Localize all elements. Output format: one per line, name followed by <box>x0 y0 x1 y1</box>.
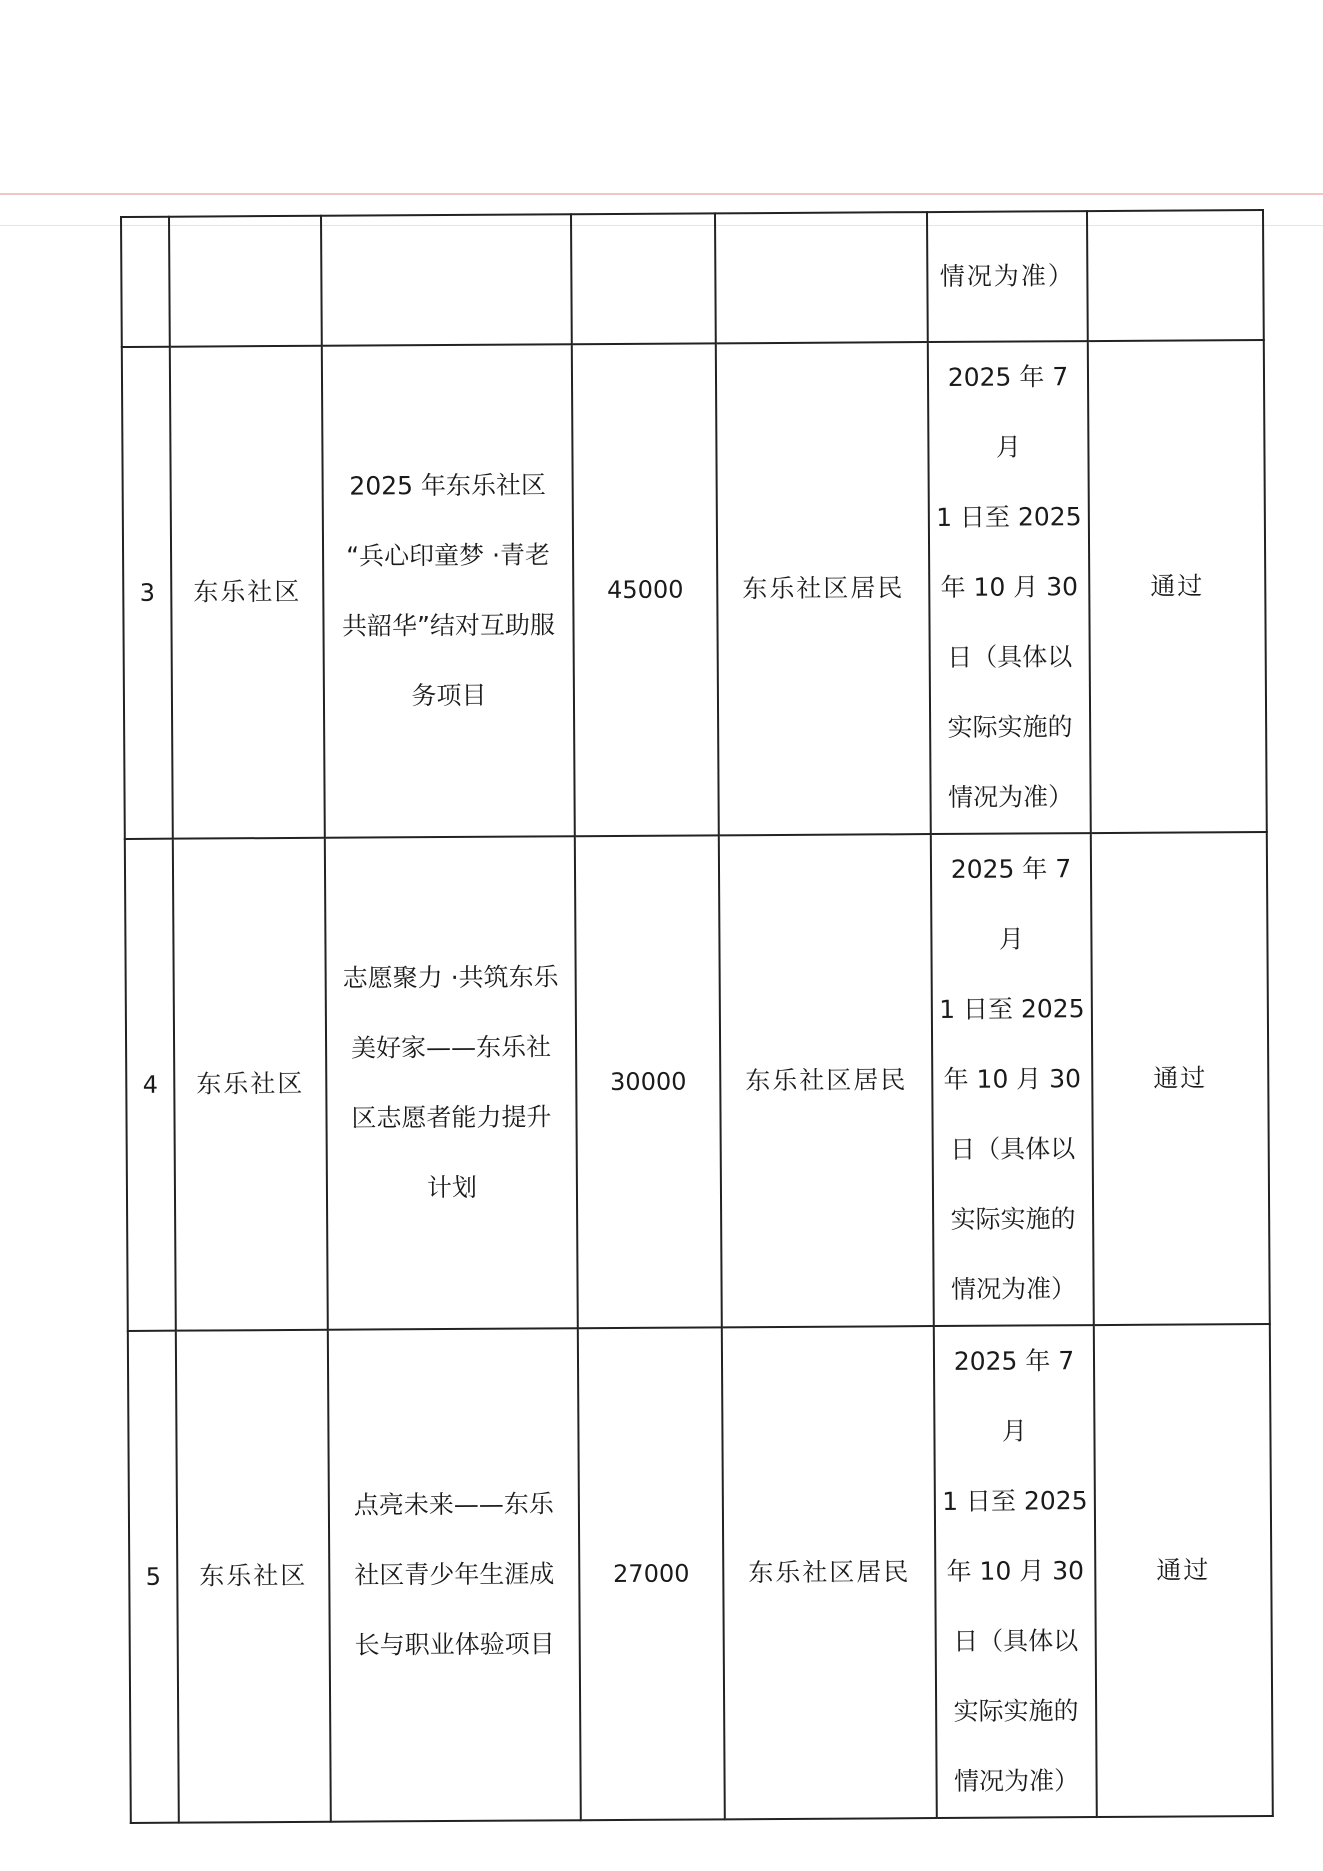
timeframe-line: 1 日至 2025 <box>939 994 1085 1025</box>
cell-amount <box>571 213 716 344</box>
project-line: 区志愿者能力提升 <box>351 1102 552 1133</box>
cell-beneficiary: 东乐社区居民 <box>719 834 934 1327</box>
timeframe-line: 年 10 月 30 <box>940 572 1079 602</box>
cell-beneficiary: 东乐社区居民 <box>716 342 931 835</box>
project-line: 共韶华”结对互助服 <box>341 610 556 641</box>
project-line: 点亮未来——东乐 <box>353 1489 554 1520</box>
timeframe-line: 2025 年 7 月 <box>947 362 1069 462</box>
timeframe-line: 年 10 月 30 <box>943 1064 1082 1094</box>
cell-unit: 东乐社区 <box>176 1330 331 1823</box>
cell-result: 通过 <box>1088 340 1267 833</box>
timeframe-line: 1 日至 2025 <box>936 502 1082 533</box>
cell-beneficiary: 东乐社区居民 <box>722 1326 937 1819</box>
project-line: 志愿聚力 ·共筑东乐 <box>342 962 559 993</box>
cell-amount: 30000 <box>575 835 722 1328</box>
project-line: 社区青少年生涯成 <box>354 1559 555 1590</box>
table-row-continuation <box>121 210 1264 347</box>
timeframe-line: 日（具体以 <box>947 642 1073 672</box>
cell-project-name <box>322 344 575 838</box>
cell-amount: 27000 <box>578 1327 725 1820</box>
timeframe-line: 日（具体以 <box>953 1626 1079 1656</box>
timeframe-line: 情况为准） <box>953 1766 1080 1796</box>
timeframe-line: 情况为准） <box>939 261 1075 291</box>
timeframe-line: 2025 年 7 月 <box>950 854 1072 954</box>
cell-result: 通过 <box>1094 1324 1273 1817</box>
project-line: “兵心印童梦 ·青老 <box>346 540 551 571</box>
cell-project-name <box>321 214 572 346</box>
project-line: 务项目 <box>411 680 487 711</box>
cell-timeframe <box>931 833 1094 1326</box>
timeframe-line: 日（具体以 <box>950 1134 1076 1164</box>
project-line: 长与职业体验项目 <box>354 1629 555 1660</box>
cell-result <box>1087 210 1264 341</box>
cell-no: 4 <box>125 839 176 1331</box>
cell-unit: 东乐社区 <box>170 346 325 839</box>
timeframe-line: 实际实施的 <box>947 712 1073 742</box>
timeframe-line: 实际实施的 <box>953 1696 1079 1726</box>
project-line: 美好家——东乐社 <box>350 1032 552 1063</box>
timeframe-line: 2025 年 7 月 <box>953 1346 1075 1446</box>
project-line: 2025 年东乐社区 <box>349 470 547 501</box>
timeframe-line: 情况为准） <box>947 782 1074 812</box>
cell-no <box>121 217 170 347</box>
timeframe-line: 实际实施的 <box>950 1204 1076 1234</box>
cell-project-name <box>328 1328 581 1822</box>
cell-no: 3 <box>122 347 173 839</box>
cell-beneficiary <box>715 212 928 343</box>
project-approval-table <box>120 209 1274 1824</box>
timeframe-line: 情况为准） <box>950 1274 1077 1304</box>
project-line: 计划 <box>426 1172 478 1203</box>
scan-artifact-line <box>0 193 1323 195</box>
cell-no: 5 <box>128 1331 179 1823</box>
cell-unit: 东乐社区 <box>173 838 328 1331</box>
timeframe-line: 年 10 月 30 <box>946 1556 1085 1586</box>
cell-unit <box>169 216 322 347</box>
cell-result: 通过 <box>1091 832 1270 1325</box>
cell-amount: 45000 <box>572 343 719 836</box>
table-row <box>122 340 1267 839</box>
cell-timeframe <box>934 1325 1097 1818</box>
cell-timeframe <box>928 341 1091 834</box>
table-row <box>125 832 1270 1331</box>
table-row <box>128 1324 1273 1823</box>
cell-project-name <box>325 836 578 1330</box>
cell-timeframe <box>927 211 1088 342</box>
timeframe-line: 1 日至 2025 <box>942 1486 1088 1517</box>
